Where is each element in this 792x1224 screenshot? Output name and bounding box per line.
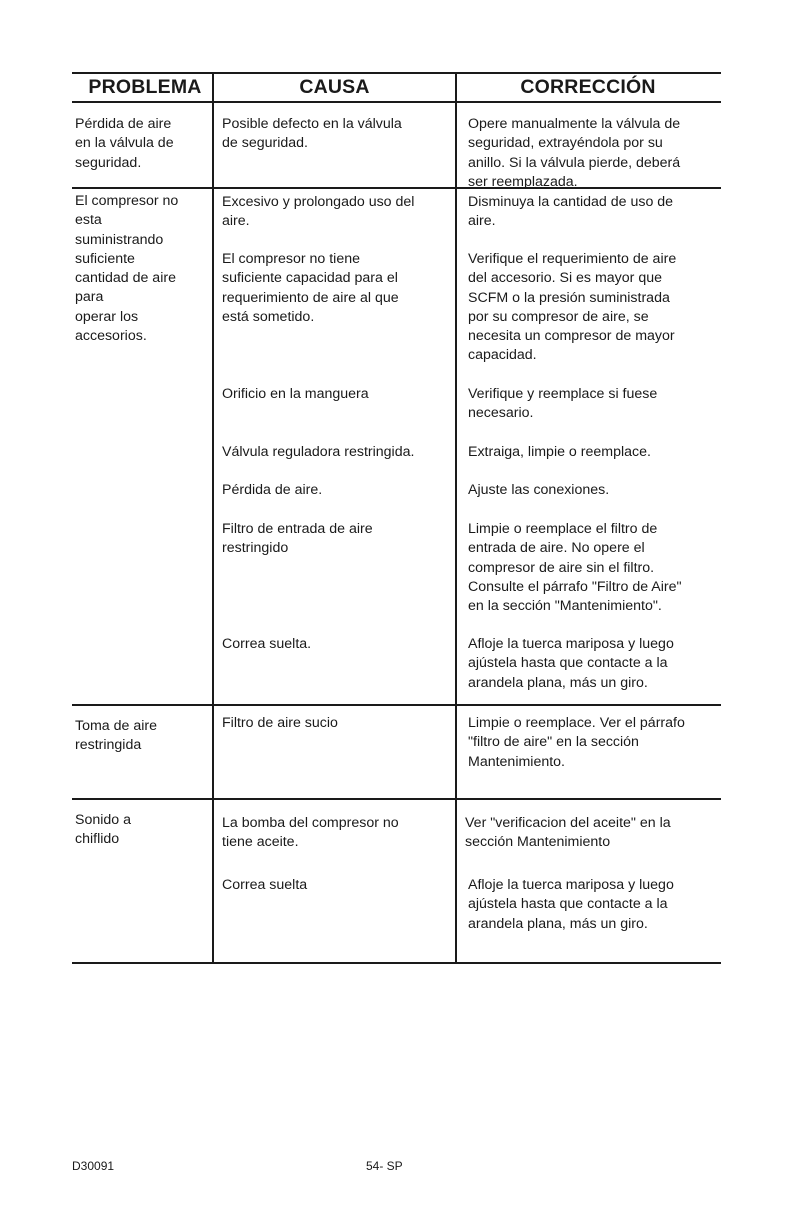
row2-correccion-6: Limpie o reemplace el filtro de entrada de aire. No opere el compresor de aire sin el filtro. Consulte el párrafo "Filtro de Aire" en la sección "Mantenimiento". — [468, 521, 682, 615]
row1-correccion-1: Opere manualmente la válvula de seguridad, extrayéndola por su anillo. Si la válvula pierde, deberá ser reemplazada. — [468, 116, 681, 190]
table-bottom-rule — [72, 962, 721, 964]
page-number: 54- SP — [366, 1159, 403, 1173]
document-code: D30091 — [72, 1159, 115, 1173]
table-top-rule — [72, 72, 721, 74]
row2-causa-4: Válvula reguladora restringida. — [222, 444, 415, 460]
column-divider-1 — [212, 72, 214, 964]
row2-correccion-7: Afloje la tuerca mariposa y luego ajústela hasta que contacte a la arandela plana, más un giro. — [468, 636, 674, 691]
header-correccion: CORRECCIÓN — [520, 76, 656, 98]
row2-problema: El compresor no esta suministrando suficiente cantidad de aire para operar los accesorios. — [75, 193, 179, 345]
row2-causa-1: Excesivo y prolongado uso del aire. — [222, 194, 415, 230]
row4-causa-2: Correa suelta — [222, 877, 308, 893]
row3-correccion-1: Limpie o reemplace. Ver el párrafo "filtro de aire" en la sección Mantenimiento. — [468, 715, 685, 770]
row2-causa-5: Pérdida de aire. — [222, 482, 323, 498]
row2-causa-2: El compresor no tiene suficiente capacidad para el requerimiento de aire al que está sometido. — [222, 251, 399, 325]
row4-causa-1: La bomba del compresor no tiene aceite. — [222, 815, 399, 851]
row2-correccion-4: Extraiga, limpie o reemplace. — [468, 444, 651, 460]
row-divider-3 — [72, 798, 721, 800]
troubleshooting-table — [72, 72, 721, 964]
row2-causa-6: Filtro de entrada de aire restringido — [222, 521, 373, 557]
header-bottom-rule — [72, 101, 721, 103]
row4-correccion-2: Afloje la tuerca mariposa y luego ajústela hasta que contacte a la arandela plana, más un giro. — [468, 877, 674, 932]
row1-problema: Pérdida de aire en la válvula de seguridad. — [75, 116, 174, 171]
row1-causa-1: Posible defecto en la válvula de seguridad. — [222, 116, 402, 152]
row2-causa-7: Correa suelta. — [222, 636, 312, 652]
header-causa: CAUSA — [299, 76, 370, 98]
row3-problema: Toma de aire restringida — [75, 718, 158, 754]
row-divider-2 — [72, 704, 721, 706]
row2-correccion-5: Ajuste las conexiones. — [468, 482, 610, 498]
row4-problema: Sonido a chiflido — [75, 812, 132, 848]
column-divider-2 — [455, 72, 457, 964]
header-problema: PROBLEMA — [88, 76, 202, 98]
row2-correccion-3: Verifique y reemplace si fuese necesario. — [468, 386, 658, 422]
row4-correccion-1: Ver "verificacion del aceite" en la sección Mantenimiento — [465, 815, 671, 851]
row2-correccion-1: Disminuya la cantidad de uso de aire. — [468, 194, 674, 230]
row3-causa-1: Filtro de aire sucio — [222, 715, 338, 731]
row2-correccion-2: Verifique el requerimiento de aire del accesorio. Si es mayor que SCFM o la presión suministrada por su compresor de aire, se necesita un compresor de mayor capacidad. — [468, 251, 677, 364]
row2-causa-3: Orificio en la manguera — [222, 386, 369, 402]
